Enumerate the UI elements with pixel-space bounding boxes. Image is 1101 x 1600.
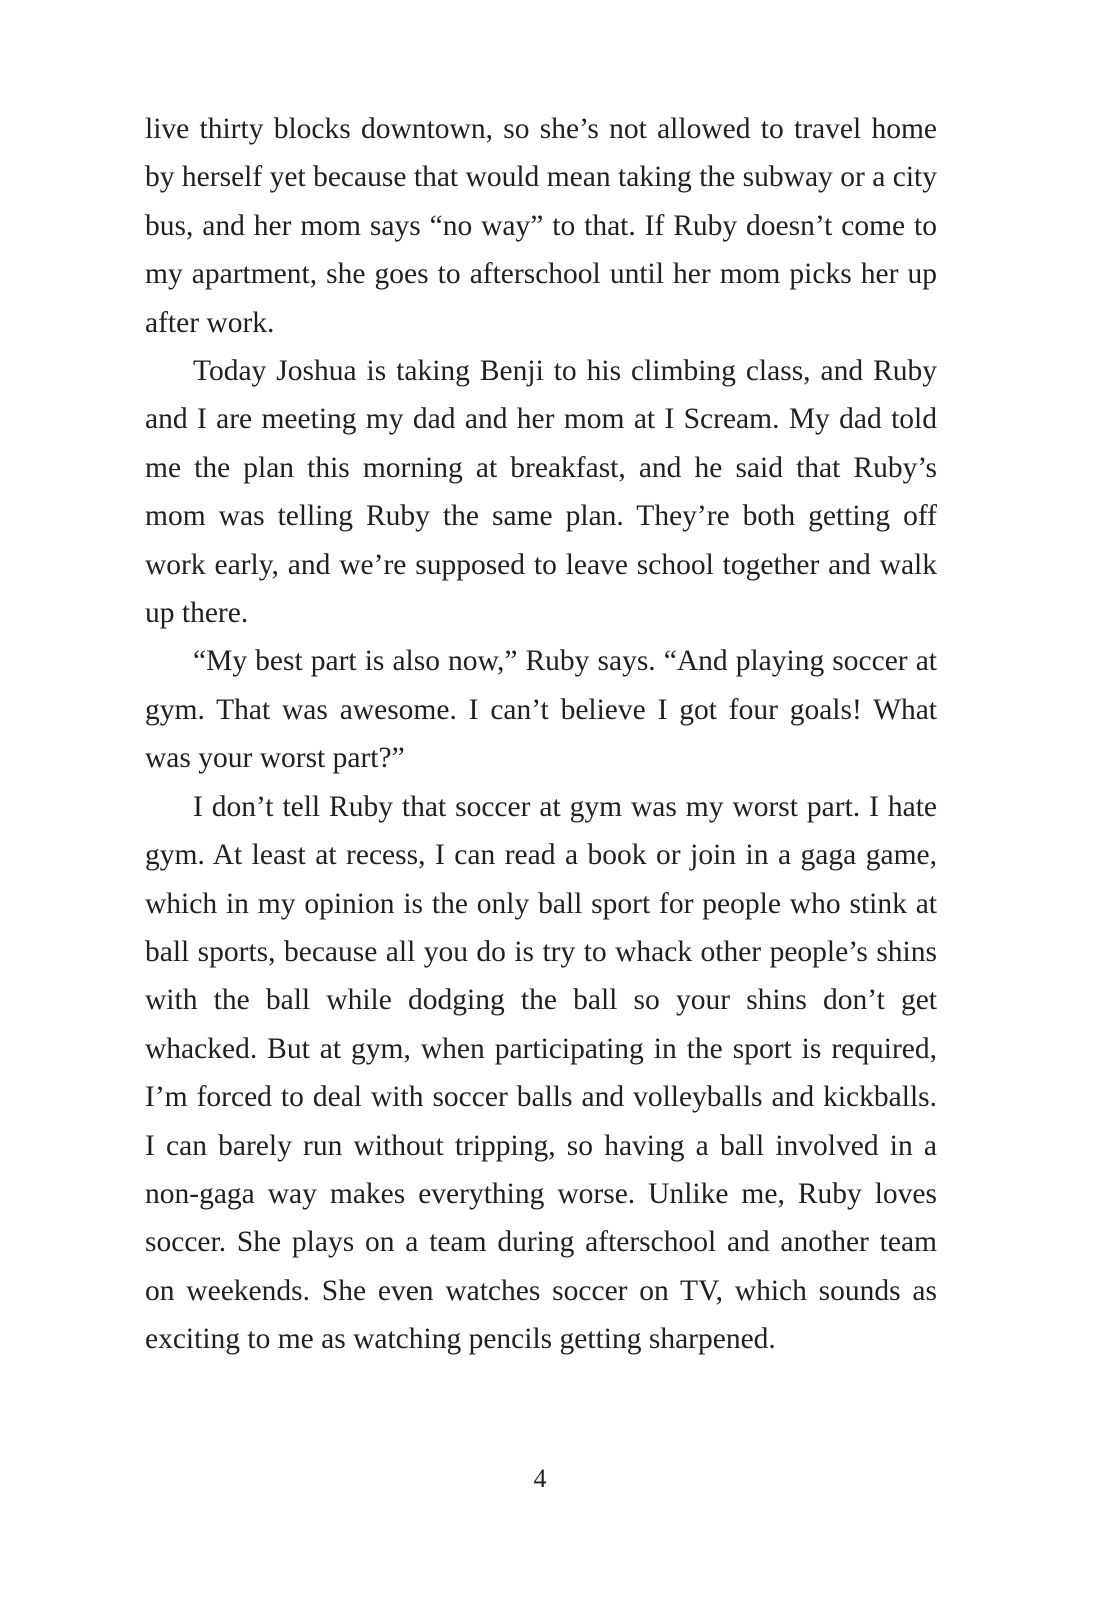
paragraph-1: live thirty blocks downtown, so she’s not allowed to travel home by herself yet because that would mean taking the subway or a city bus, and her mom says “no way” to that. If Ruby doesn’t come to my apartment, she goes to afterschool until her mom picks her up after work.: [145, 113, 937, 339]
body-text: [145, 105, 937, 1364]
paragraph-3: “My best part is also now,” Ruby says. “And playing soccer at gym. That was awesome. I can’t believe I got four goals! What was your worst part?”: [145, 645, 937, 775]
paragraph-2: Today Joshua is taking Benji to his climbing class, and Ruby and I are meeting my dad and her mom at I Scream. My dad told me the plan this morning at breakfast, and he said that Ruby’s mom was telling Ruby the same plan. They’re both getting off work early, and we’re supposed to leave school together and walk up there.: [145, 355, 937, 630]
page-number: 4: [533, 1464, 547, 1493]
paragraph-4: I don’t tell Ruby that soccer at gym was my worst part. I hate gym. At least at recess, I can read a book or join in a gaga game, which in my opinion is the only ball sport for people who stink at ball sports, because all you do is try to whack other people’s shins with the ball while dodging the ball so your shins don’t get whacked. But at gym, when participating in the sport is required, I’m forced to deal with soccer balls and volleyballs and kickballs. I can barely run without tripping, so having a ball involved in a non-gaga way makes everything worse. Unlike me, Ruby loves soccer. She plays on a team during afterschool and another team on weekends. She even watches soccer on TV, which sounds as exciting to me as watching pencils getting sharpened.: [145, 790, 937, 1356]
